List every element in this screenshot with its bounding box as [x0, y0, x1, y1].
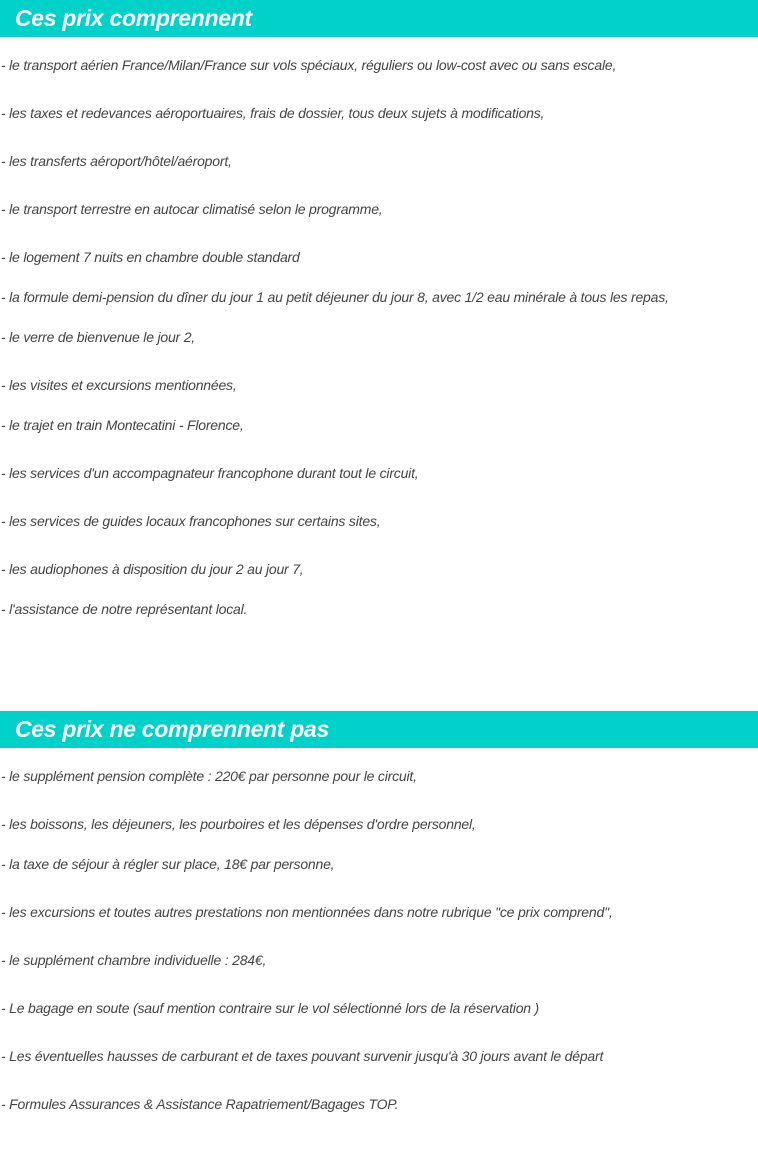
included-item: - le trajet en train Montecatini - Florence,: [1, 417, 244, 433]
included-item: - le logement 7 nuits en chambre double standard: [1, 249, 300, 265]
excluded-item: - le supplément chambre individuelle : 284€,: [1, 952, 267, 968]
excluded-item: - Le bagage en soute (sauf mention contraire sur le vol sélectionné lors de la réservation ): [1, 1000, 540, 1016]
excluded-item: - la taxe de séjour à régler sur place, 18€ par personne,: [1, 856, 335, 872]
included-item: - les services d'un accompagnateur francophone durant tout le circuit,: [1, 465, 419, 481]
excluded-section-title: Ces prix ne comprennent pas: [15, 716, 329, 742]
included-section-title: Ces prix comprennent: [15, 5, 252, 31]
included-item: - le transport aérien France/Milan/France sur vols spéciaux, réguliers ou low-cost avec ou sans escale,: [1, 57, 617, 73]
excluded-section-header: [0, 711, 758, 748]
included-item: - l'assistance de notre représentant local.: [1, 601, 248, 617]
excluded-item: - les boissons, les déjeuners, les pourboires et les dépenses d'ordre personnel,: [1, 816, 476, 832]
included-item: - les audiophones à disposition du jour 2 au jour 7,: [1, 561, 304, 577]
included-item: - le verre de bienvenue le jour 2,: [1, 329, 195, 345]
excluded-item: - les excursions et toutes autres prestations non mentionnées dans notre rubrique "ce prix comprend",: [1, 904, 613, 920]
included-item: - les transferts aéroport/hôtel/aéroport,: [1, 153, 232, 169]
excluded-item: - Formules Assurances & Assistance Rapatriement/Bagages TOP.: [1, 1096, 399, 1112]
included-item: - le transport terrestre en autocar climatisé selon le programme,: [1, 201, 383, 217]
included-item: - les services de guides locaux francophones sur certains sites,: [1, 513, 381, 529]
excluded-item: - Les éventuelles hausses de carburant et de taxes pouvant survenir jusqu'à 30 jours avant le départ: [1, 1048, 604, 1064]
included-section-header: [0, 0, 758, 37]
included-item: - la formule demi-pension du dîner du jour 1 au petit déjeuner du jour 8, avec 1/2 eau minérale à tous les repas,: [1, 289, 669, 305]
included-item: - les taxes et redevances aéroportuaires, frais de dossier, tous deux sujets à modifications,: [1, 105, 545, 121]
included-item: - les visites et excursions mentionnées,: [1, 377, 237, 393]
excluded-item: - le supplément pension complète : 220€ par personne pour le circuit,: [1, 768, 417, 784]
